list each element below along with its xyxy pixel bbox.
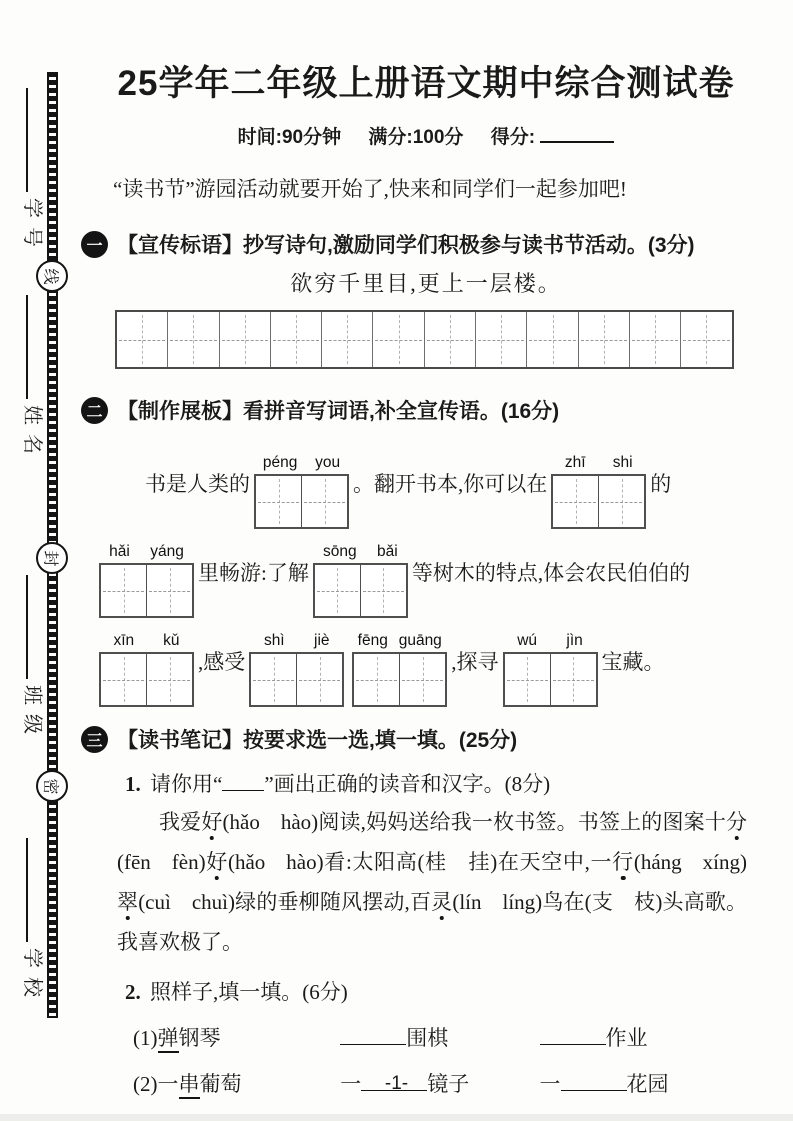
grid-cell bbox=[322, 312, 373, 367]
emphasized-char: 分 bbox=[726, 810, 747, 834]
writing-grid bbox=[115, 310, 734, 369]
page-number: -1- bbox=[384, 1073, 409, 1094]
grid-cell bbox=[579, 312, 630, 367]
question-number: 1. bbox=[125, 772, 141, 796]
answer-cell bbox=[361, 565, 406, 616]
answer-cell bbox=[147, 654, 192, 705]
school-label: 学校 bbox=[21, 948, 43, 1006]
answer-cell bbox=[297, 654, 342, 705]
row-text: 里畅游:了解 bbox=[198, 560, 309, 585]
school-blank bbox=[26, 838, 33, 942]
fill-item: 一 花园 bbox=[540, 1068, 734, 1098]
pinyin-syllable: jìn bbox=[566, 632, 583, 649]
pinyin-box bbox=[352, 632, 447, 707]
pinyin-box bbox=[249, 632, 344, 707]
section-2-badge: 二 bbox=[81, 397, 108, 424]
pinyin-syllable: hǎi bbox=[109, 543, 130, 560]
poem-line: 欲穷千里目,更上一层楼。 bbox=[290, 271, 562, 296]
row-text: ,感受 bbox=[198, 649, 246, 674]
answer-cell bbox=[354, 654, 400, 705]
grid-cell bbox=[425, 312, 476, 367]
section-1-header bbox=[81, 229, 757, 259]
pinyin-row-2 bbox=[95, 534, 757, 609]
pinyin-row-1 bbox=[145, 445, 757, 520]
question-number: 2. bbox=[125, 980, 141, 1004]
grid-cell bbox=[630, 312, 681, 367]
answer-blank bbox=[340, 1023, 406, 1045]
emphasized-char: 灵 bbox=[431, 890, 453, 914]
row-text: 宝藏。 bbox=[601, 649, 665, 674]
pinyin-syllable: sōng bbox=[323, 543, 357, 560]
section-3-header bbox=[81, 724, 757, 754]
fill-item: 作业 bbox=[540, 1022, 734, 1052]
pinyin-syllable: zhī bbox=[564, 454, 586, 471]
class-blank bbox=[26, 575, 33, 679]
answer-cell bbox=[315, 565, 361, 616]
pinyin-box bbox=[313, 543, 408, 618]
pinyin-syllable: yáng bbox=[150, 543, 184, 560]
section-2-header bbox=[81, 395, 757, 425]
answer-cell bbox=[302, 476, 347, 527]
question-1-passage: 我爱好(hǎo hào)阅读,妈妈送给我一枚书签。书签上的图案十分(fēn fèn)好(hǎo hào)看:太阳高(桂 挂)在天空中,一行(háng xíng)翠(cuì chuì)绿的垂柳随风摆动,百灵(lín líng)鸟在(支 枝)头高歌。我喜欢极了。 bbox=[117, 810, 748, 954]
question-2-prompt: 2. 照样子,填一填。(6分) bbox=[125, 980, 348, 1004]
answer-cell bbox=[101, 565, 147, 616]
grid-cell bbox=[271, 312, 322, 367]
name-label: 姓名 bbox=[21, 405, 43, 463]
page-title: 25学年二年级上册语文期中综合测试卷 bbox=[117, 64, 735, 103]
question-2-row-1 bbox=[133, 1022, 757, 1052]
row-text: 书是人类的 bbox=[145, 471, 250, 496]
grid-cell bbox=[117, 312, 168, 367]
question-1-prompt: 1. 请你用“ ”画出正确的读音和汉字。(8分) bbox=[125, 768, 757, 798]
pinyin-syllable: shì bbox=[263, 632, 285, 649]
section-3-badge: 三 bbox=[81, 726, 108, 753]
row-text: 的 bbox=[650, 471, 672, 496]
intro-text: “读书节”游园活动就要开始了,快来和同学们一起参加吧! bbox=[113, 177, 627, 201]
emphasized-char: 好 bbox=[201, 810, 223, 834]
meta-score-label: 得分: bbox=[490, 127, 536, 148]
pinyin-syllable: guāng bbox=[398, 632, 442, 649]
answer-cell bbox=[551, 654, 596, 705]
pinyin-syllable: jiè bbox=[314, 632, 330, 649]
answer-cell bbox=[101, 654, 147, 705]
pinyin-box bbox=[254, 454, 349, 529]
meta-time: 时间:90分钟 bbox=[237, 127, 342, 148]
underlined-example-char: 弹 bbox=[158, 1026, 179, 1053]
answer-cell bbox=[400, 654, 445, 705]
page-edge-shadow bbox=[0, 1114, 793, 1121]
pinyin-box bbox=[99, 543, 194, 618]
school-field bbox=[16, 838, 48, 1006]
answer-cell bbox=[256, 476, 302, 527]
class-field bbox=[16, 575, 48, 743]
seal-char-line: 线 bbox=[36, 260, 68, 292]
example-phrase: (1)弹钢琴 bbox=[133, 1022, 335, 1052]
pinyin-syllable: fēng bbox=[357, 632, 388, 649]
row-text: ,探寻 bbox=[451, 649, 499, 674]
example-phrase: (2)一串葡萄 bbox=[133, 1068, 335, 1098]
meta-full-score: 满分:100分 bbox=[368, 127, 464, 148]
answer-cell bbox=[553, 476, 599, 527]
answer-blank bbox=[540, 1023, 606, 1045]
pinyin-syllable: xīn bbox=[113, 632, 135, 649]
grid-cell bbox=[527, 312, 578, 367]
exam-page bbox=[86, 0, 757, 1098]
answer-cell bbox=[147, 565, 192, 616]
name-blank bbox=[26, 295, 33, 399]
grid-cell bbox=[373, 312, 424, 367]
fill-item: 一 镜子 bbox=[340, 1068, 534, 1098]
grid-cell bbox=[681, 312, 731, 367]
pinyin-box bbox=[99, 632, 194, 707]
name-field bbox=[16, 295, 48, 463]
pinyin-syllable: you bbox=[315, 454, 341, 471]
answer-cell bbox=[599, 476, 644, 527]
answer-cell bbox=[251, 654, 297, 705]
seal-char-mi: 密 bbox=[36, 770, 68, 802]
answer-cell bbox=[505, 654, 551, 705]
exam-meta bbox=[95, 122, 757, 149]
section-1-badge: 一 bbox=[81, 231, 108, 258]
grid-cell bbox=[168, 312, 219, 367]
pinyin-syllable: wú bbox=[517, 632, 538, 649]
row-text: 。翻开书本,你可以在 bbox=[353, 471, 548, 496]
emphasized-char: 好 bbox=[205, 850, 228, 874]
emphasized-char: 翠 bbox=[117, 890, 139, 914]
section-2-title: 【制作展板】看拼音写词语,补全宣传语。(16分) bbox=[117, 400, 560, 423]
pinyin-syllable: bǎi bbox=[376, 543, 398, 560]
section-3-title: 【读书笔记】按要求选一选,填一填。(25分) bbox=[117, 729, 518, 752]
pinyin-box bbox=[551, 454, 646, 529]
pinyin-box bbox=[503, 632, 598, 707]
emphasized-char: 行 bbox=[612, 850, 634, 874]
pinyin-syllable: kǔ bbox=[163, 632, 180, 649]
section-1-title: 【宣传标语】抄写诗句,激励同学们积极参与读书节活动。(3分) bbox=[117, 234, 695, 257]
score-blank bbox=[540, 122, 614, 143]
seal-char-feng: 封 bbox=[36, 542, 68, 574]
pinyin-syllable: shi bbox=[612, 454, 633, 471]
underlined-example-char: 串 bbox=[179, 1072, 200, 1099]
pinyin-syllable: péng bbox=[262, 454, 298, 471]
row-text: 等树木的特点,体会农民伯伯的 bbox=[411, 560, 691, 585]
student-number-label: 学号 bbox=[21, 198, 43, 256]
student-number-blank bbox=[26, 88, 33, 192]
class-label: 班级 bbox=[21, 685, 43, 743]
grid-cell bbox=[476, 312, 527, 367]
grid-cell bbox=[220, 312, 271, 367]
fill-item: 围棋 bbox=[340, 1022, 534, 1052]
underline-mark-sample bbox=[222, 769, 264, 791]
pinyin-row-3 bbox=[95, 623, 757, 698]
student-number-field bbox=[16, 88, 48, 256]
